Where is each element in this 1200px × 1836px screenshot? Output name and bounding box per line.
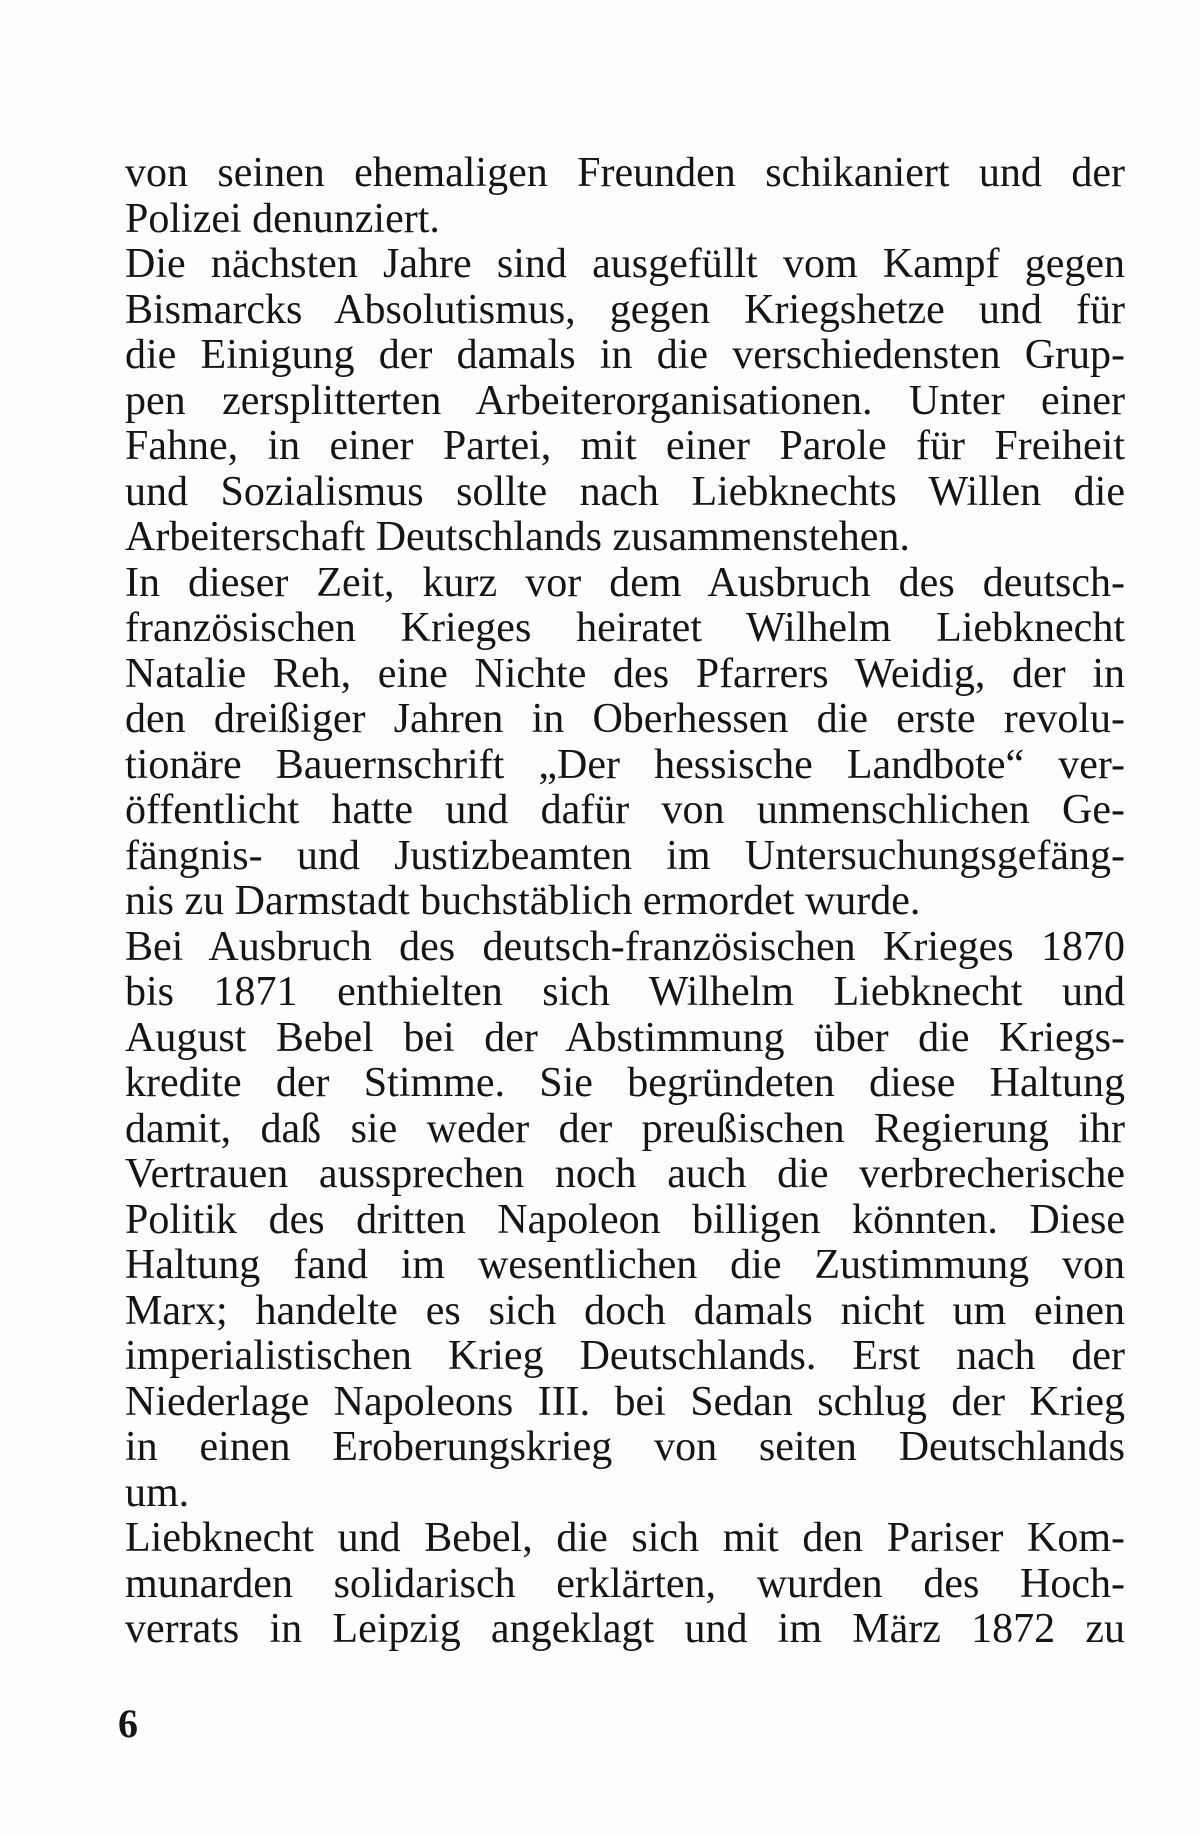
text-line: Niederlage Napoleons III. bei Sedan schlug der Krieg <box>125 1378 1125 1425</box>
text-line: Arbeiterschaft Deutschlands zusammenstehen. <box>125 514 910 560</box>
text-line: Natalie Reh, eine Nichte des Pfarrers Weidig, der in <box>125 650 1125 697</box>
text-line: tionäre Bauernschrift „Der hessische Landbote“ ver- <box>125 741 1125 788</box>
text-line: von seinen ehemaligen Freunden schikaniert und der <box>125 150 1125 196</box>
paragraph <box>125 151 1125 242</box>
page-number: 6 <box>118 1701 138 1746</box>
text-line: Haltung fand im wesentlichen die Zustimmung von <box>125 1242 1125 1288</box>
body-text <box>125 151 1125 1653</box>
text-line: kredite der Stimme. Sie begründeten diese Haltung <box>125 1060 1125 1106</box>
text-line: die Einigung der damals in die verschiedensten Grup- <box>125 332 1125 378</box>
paragraph <box>125 1516 1125 1653</box>
text-line: Fahne, in einer Partei, mit einer Parole für Freiheit <box>125 423 1125 469</box>
text-line: den dreißiger Jahren in Oberhessen die erste revolu- <box>125 696 1125 742</box>
text-line: Bei Ausbruch des deutsch-französischen Krieges 1870 <box>125 923 1125 970</box>
text-line: Vertrauen aussprechen noch auch die verbrecherische <box>125 1151 1125 1197</box>
text-line: In dieser Zeit, kurz vor dem Ausbruch des deutsch- <box>125 559 1125 606</box>
paragraph <box>125 561 1125 925</box>
text-line: um. <box>125 1469 190 1516</box>
text-line: bis 1871 enthielten sich Wilhelm Liebknecht und <box>125 969 1125 1015</box>
text-line: Bismarcks Absolutismus, gegen Kriegshetze und für <box>125 286 1125 333</box>
text-line: Polizei denunziert. <box>125 195 440 242</box>
text-line: verrats in Leipzig angeklagt und im März 1872 zu <box>125 1606 1125 1652</box>
text-line: fängnis- und Justizbeamten im Untersuchungsgefäng- <box>125 832 1125 879</box>
text-line: und Sozialismus sollte nach Liebknechts Willen die <box>125 468 1125 515</box>
text-line: imperialistischen Krieg Deutschlands. Erst nach der <box>125 1333 1125 1379</box>
text-line: August Bebel bei der Abstimmung über die Kriegs- <box>125 1014 1125 1061</box>
text-line: Liebknecht und Bebel, die sich mit den Pariser Kom- <box>125 1515 1125 1561</box>
paragraph <box>125 925 1125 1517</box>
paragraph <box>125 242 1125 561</box>
text-line: Die nächsten Jahre sind ausgefüllt vom Kampf gegen <box>125 241 1125 287</box>
text-line: pen zersplitterten Arbeiterorganisationen. Unter einer <box>125 377 1125 424</box>
text-line: in einen Eroberungskrieg von seiten Deutschlands <box>125 1424 1125 1470</box>
text-line: munarden solidarisch erklärten, wurden des Hoch- <box>125 1560 1125 1607</box>
text-line: nis zu Darmstadt buchstäblich ermordet wurde. <box>125 878 921 924</box>
text-line: Marx; handelte es sich doch damals nicht um einen <box>125 1287 1125 1334</box>
text-line: öffentlicht hatte und dafür von unmenschlichen Ge- <box>125 787 1125 833</box>
text-line: französischen Krieges heiratet Wilhelm Liebknecht <box>125 605 1125 651</box>
text-line: Politik des dritten Napoleon billigen könnten. Diese <box>125 1196 1125 1243</box>
text-line: damit, daß sie weder der preußischen Regierung ihr <box>125 1105 1125 1152</box>
